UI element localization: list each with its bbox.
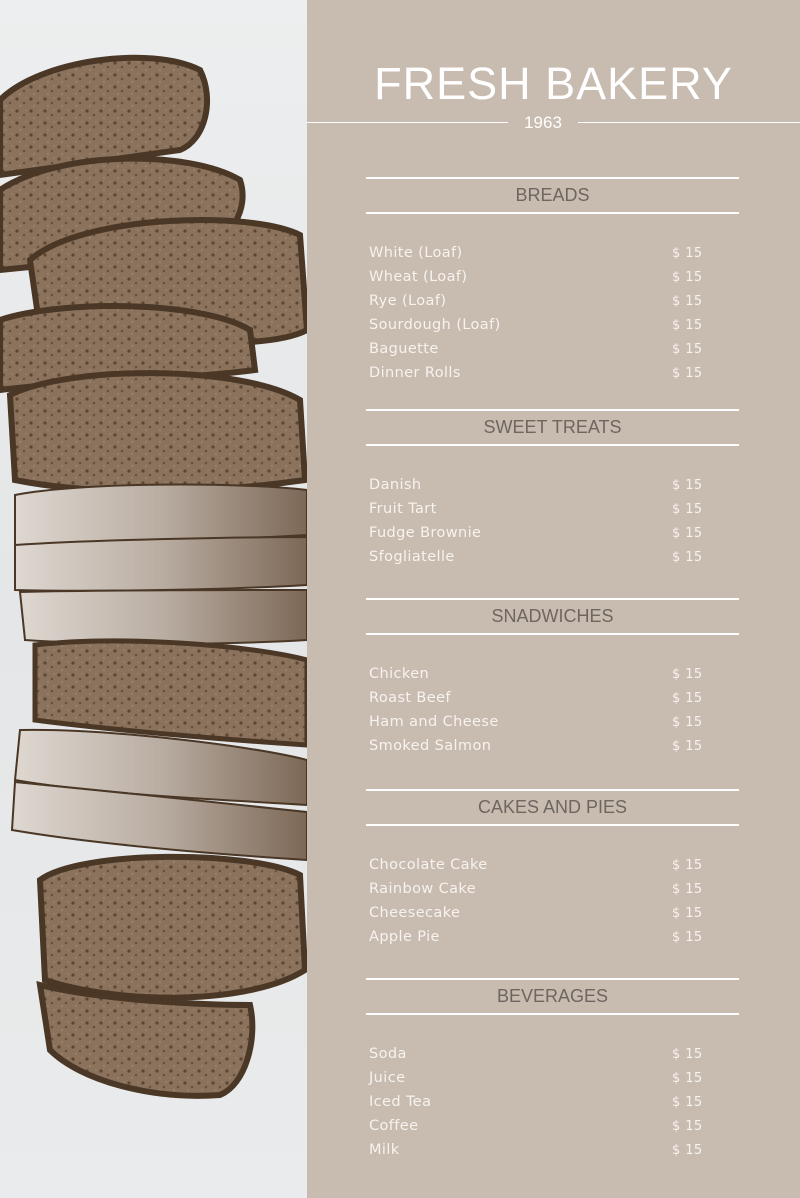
divider xyxy=(366,598,739,600)
menu-item-price: $ 15 xyxy=(672,1047,703,1062)
menu-item-price: $ 15 xyxy=(672,318,703,333)
menu-item-name: Danish xyxy=(369,477,422,493)
menu-item-name: Baguette xyxy=(369,341,439,357)
divider xyxy=(366,444,739,446)
divider xyxy=(366,824,739,826)
menu-item-name: Dinner Rolls xyxy=(369,365,461,381)
menu-item-price: $ 15 xyxy=(672,858,703,873)
menu-item-name: Chicken xyxy=(369,666,430,682)
menu-item-name: Cheesecake xyxy=(369,905,461,921)
divider xyxy=(366,1013,739,1015)
menu-item-price: $ 15 xyxy=(672,526,703,541)
menu-title: FRESH BAKERY xyxy=(374,58,733,109)
menu-item-price: $ 15 xyxy=(672,1095,703,1110)
menu-item-price: $ 15 xyxy=(672,882,703,897)
menu-item-name: Chocolate Cake xyxy=(369,857,488,873)
section-title-beverages: BEVERAGES xyxy=(496,986,609,1006)
divider xyxy=(578,122,800,123)
divider xyxy=(366,177,739,179)
menu-item-name: Wheat (Loaf) xyxy=(369,269,468,285)
menu-item-name: Roast Beef xyxy=(369,690,451,706)
divider xyxy=(366,409,739,411)
menu-item-price: $ 15 xyxy=(672,906,703,921)
menu-item-price: $ 15 xyxy=(672,1143,703,1158)
menu-item-price: $ 15 xyxy=(672,1071,703,1086)
menu-item-price: $ 15 xyxy=(672,502,703,517)
menu-item-name: Sourdough (Loaf) xyxy=(369,317,501,333)
menu-item-name: Juice xyxy=(369,1070,406,1086)
menu-item-name: Fudge Brownie xyxy=(369,525,482,541)
menu-item-name: Apple Pie xyxy=(369,929,440,945)
menu-item-price: $ 15 xyxy=(672,930,703,945)
menu-item-name: Smoked Salmon xyxy=(369,738,492,754)
menu-item-name: White (Loaf) xyxy=(369,245,463,261)
menu-item-name: Ham and Cheese xyxy=(369,714,499,730)
menu-item-price: $ 15 xyxy=(672,739,703,754)
divider xyxy=(366,633,739,635)
section-title-cakes-and-pies: CAKES AND PIES xyxy=(477,797,628,817)
menu-item-price: $ 15 xyxy=(672,1119,703,1134)
menu-item-price: $ 15 xyxy=(672,246,703,261)
menu-item-name: Coffee xyxy=(369,1118,419,1134)
menu-item-price: $ 15 xyxy=(672,294,703,309)
menu-item-name: Rainbow Cake xyxy=(369,881,477,897)
menu-item-price: $ 15 xyxy=(672,550,703,565)
menu-item-price: $ 15 xyxy=(672,691,703,706)
menu-item-price: $ 15 xyxy=(672,478,703,493)
bread-slices-image xyxy=(0,0,307,1198)
section-title-breads: BREADS xyxy=(515,185,590,205)
section-title-sweet-treats: SWEET TREATS xyxy=(483,417,622,437)
menu-item-name: Milk xyxy=(369,1142,400,1158)
divider xyxy=(366,789,739,791)
menu-item-name: Iced Tea xyxy=(369,1094,432,1110)
divider xyxy=(307,122,508,123)
section-title-sandwiches: SNADWICHES xyxy=(491,606,614,626)
menu-item-name: Sfogliatelle xyxy=(369,549,455,565)
menu-item-price: $ 15 xyxy=(672,366,703,381)
menu-item-price: $ 15 xyxy=(672,667,703,682)
divider xyxy=(366,978,739,980)
menu-item-price: $ 15 xyxy=(672,270,703,285)
established-year: 1963 xyxy=(524,113,562,132)
menu-item-price: $ 15 xyxy=(672,342,703,357)
menu-item-price: $ 15 xyxy=(672,715,703,730)
menu-item-name: Soda xyxy=(369,1046,407,1062)
menu-item-name: Fruit Tart xyxy=(369,501,437,517)
bread-photo xyxy=(0,0,307,1198)
divider xyxy=(366,212,739,214)
menu-item-name: Rye (Loaf) xyxy=(369,293,447,309)
